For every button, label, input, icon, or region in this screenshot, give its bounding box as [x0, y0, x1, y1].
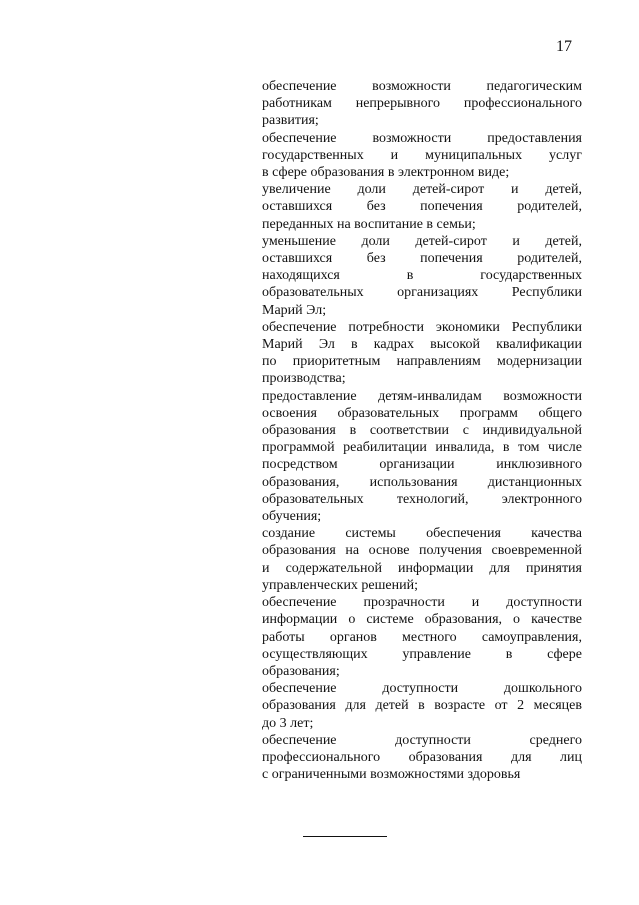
text-line: информации о системе образования, о качестве — [262, 612, 582, 628]
text-line: обеспечение доступности дошкольного — [262, 681, 582, 697]
text-line: увеличение доли детей-сирот и детей, — [262, 182, 582, 198]
closing-rule — [303, 836, 387, 837]
text-line: образования, использования дистанционных — [262, 474, 582, 490]
text-line: и содержательной информации для принятия — [262, 560, 582, 576]
page-number: 17 — [556, 38, 572, 55]
list-item — [262, 525, 582, 594]
text-line: с ограниченными возможностями здоровья — [262, 767, 521, 783]
text-line: образовательных организациях Республики — [262, 285, 582, 301]
text-line: обучения; — [262, 509, 322, 525]
text-line: профессионального образования для лиц — [262, 749, 582, 765]
text-line: оставшихся без попечения родителей, — [262, 199, 582, 215]
text-line: находящихся в государственных — [262, 268, 582, 284]
list-item — [262, 594, 582, 680]
text-line: развития; — [262, 113, 319, 129]
list-item — [262, 319, 582, 388]
text-line: оставшихся без попечения родителей, — [262, 251, 582, 267]
text-line: Марий Эл; — [262, 302, 327, 318]
text-line: работы органов местного самоуправления, — [262, 629, 582, 645]
text-line: переданных на воспитание в семьи; — [262, 216, 476, 232]
text-line: производства; — [262, 371, 346, 387]
text-line: осуществляющих управление в сфере — [262, 646, 582, 662]
text-line: образования для детей в возрасте от 2 месяцев — [262, 698, 582, 714]
list-item — [262, 680, 582, 732]
text-line: образования; — [262, 663, 340, 679]
text-line: посредством организации инклюзивного — [262, 457, 582, 473]
text-line: Марий Эл в кадрах высокой квалификации — [262, 337, 582, 353]
text-line: до 3 лет; — [262, 715, 314, 731]
list-item — [262, 732, 582, 784]
text-line: обеспечение доступности среднего — [262, 732, 582, 748]
text-line: работникам непрерывного профессионального — [262, 96, 582, 112]
text-line: обеспечение прозрачности и доступности — [262, 595, 582, 611]
text-line: предоставление детям-инвалидам возможности — [262, 388, 582, 404]
text-line: образования на основе получения своевременной — [262, 543, 582, 559]
list-item — [262, 388, 582, 526]
text-line: программой реабилитации инвалида, в том числе — [262, 440, 582, 456]
text-line: государственных и муниципальных услуг — [262, 147, 582, 163]
text-line: образования в соответствии с индивидуальной — [262, 423, 582, 439]
text-line: по приоритетным направлениям модернизации — [262, 354, 582, 370]
list-item — [262, 181, 582, 233]
list-item — [262, 78, 582, 130]
list-item — [262, 130, 582, 182]
text-line: уменьшение доли детей-сирот и детей, — [262, 233, 582, 249]
list-item — [262, 233, 582, 319]
text-line: освоения образовательных программ общего — [262, 405, 582, 421]
document-body — [262, 78, 582, 783]
text-line: управленческих решений; — [262, 577, 419, 593]
text-line: образовательных технологий, электронного — [262, 491, 582, 507]
text-line: в сфере образования в электронном виде; — [262, 165, 510, 181]
text-line: обеспечение возможности предоставления — [262, 130, 582, 146]
text-line: обеспечение потребности экономики Республики — [262, 319, 582, 335]
text-line: обеспечение возможности педагогическим — [262, 79, 582, 94]
text-line: создание системы обеспечения качества — [262, 526, 582, 542]
